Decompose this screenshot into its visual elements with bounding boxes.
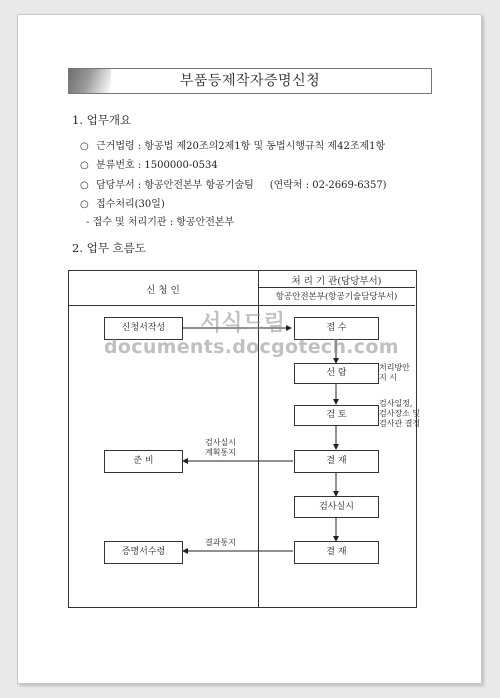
section1-heading: 1. 업무개요 (72, 113, 132, 127)
inspection-box: 검사실시 (294, 496, 379, 518)
note-line: 검사실시 (205, 438, 236, 447)
approval-box-2: 결 재 (294, 541, 379, 564)
review-box-2: 검 토 (294, 405, 379, 426)
watermark-brand: 서식드림 (200, 311, 286, 336)
section2-heading: 2. 업무 흐름도 (72, 241, 146, 255)
result-notice-note (205, 538, 236, 548)
document-title: 부품등제작자증명신청 (179, 73, 321, 89)
overview-item-text: 분류번호 : 1500000-0534 (96, 160, 218, 171)
review-box-1: 선 람 (294, 363, 379, 384)
note-line: 처리방안 (379, 363, 410, 372)
bullet-icon: ○ (80, 160, 89, 171)
applicant-column-header: 신 청 인 (146, 285, 180, 296)
overview-item-text: 담당부서 : 항공안전본부 항공기술팀 (연락처 : 02-2669-6357) (96, 180, 387, 191)
processor-dept-header: 항공안전본부(항공기술담당부서) (275, 292, 398, 302)
application-box: 신청서작성 (104, 317, 183, 340)
review1-note (379, 363, 410, 383)
review2-note (379, 399, 420, 429)
watermark-url: documents.docgotech.com (104, 336, 399, 358)
approval-box-1: 결 재 (294, 450, 379, 473)
overview-subitem: - 접수 및 처리기관 : 항공안전본부 (86, 217, 235, 228)
bullet-icon: ○ (80, 199, 89, 210)
bullet-icon: ○ (80, 180, 89, 191)
certificate-box: 증명서수령 (104, 541, 183, 564)
prepare-box: 준 비 (104, 450, 183, 473)
receipt-box: 접 수 (294, 317, 379, 340)
bullet-icon: ○ (80, 141, 89, 152)
processor-column-header: 처 리 기 관(담당부서) (291, 276, 382, 287)
overview-item-text: 근거법령 : 항공법 제20조의2제1항 및 동법시행규칙 제42조제1항 (96, 141, 386, 152)
overview-item-text: 접수처리(30일) (96, 199, 165, 210)
plan-notice-note (205, 438, 236, 458)
note-line: 검사관 결정 (379, 419, 421, 428)
note-line: 지 시 (379, 373, 397, 382)
note-line: 결과통지 (205, 538, 236, 547)
note-line: 계획통지 (205, 448, 236, 457)
note-line: 검사장소 및 (379, 409, 421, 418)
note-line: 검사일정, (379, 399, 413, 408)
